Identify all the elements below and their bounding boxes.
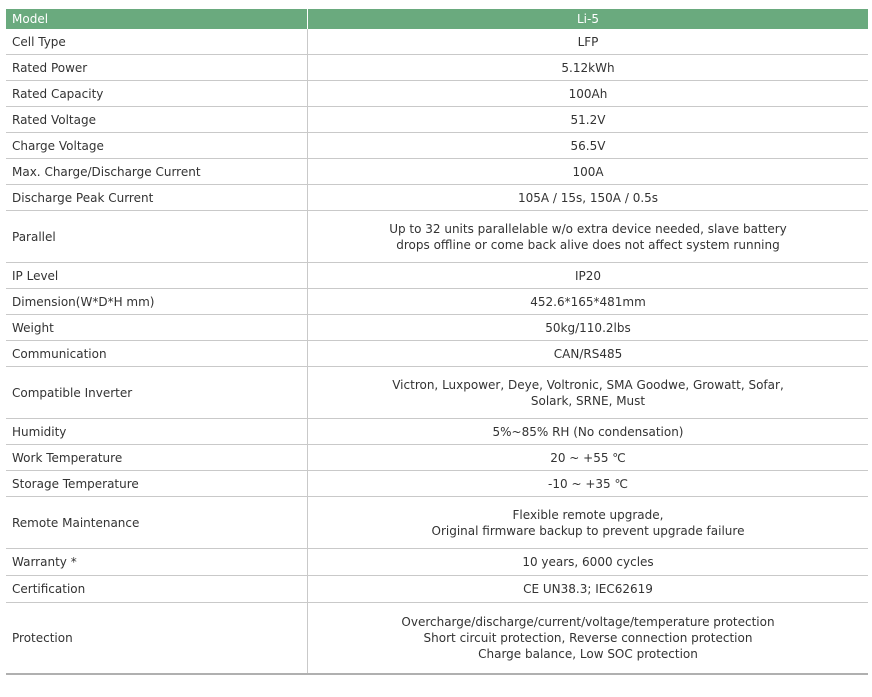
row-label: Charge Voltage (6, 133, 308, 158)
table-row (6, 55, 868, 81)
row-value (308, 445, 868, 470)
table-row (6, 341, 868, 367)
table-row (6, 549, 868, 576)
value-line: 51.2V (570, 112, 606, 127)
table-row (6, 497, 868, 549)
row-value (308, 367, 868, 418)
header-value: Li-5 (577, 12, 599, 26)
row-value (308, 159, 868, 184)
row-value (308, 315, 868, 340)
spec-table (6, 9, 868, 675)
value-line: drops offline or come back alive does not affect system running (396, 237, 780, 252)
row-label: Humidity (6, 419, 308, 444)
value-line: Original firmware backup to prevent upgrade failure (431, 523, 745, 538)
row-label: Certification (6, 576, 308, 602)
value-line: 56.5V (570, 138, 606, 153)
row-value (308, 211, 868, 262)
row-value (308, 497, 868, 548)
row-value (308, 603, 868, 673)
row-value (308, 263, 868, 288)
row-label: Discharge Peak Current (6, 185, 308, 210)
table-row (6, 263, 868, 289)
table-header-row (6, 9, 868, 29)
value-line: LFP (577, 34, 599, 49)
value-line: 20 ~ +55 ℃ (550, 450, 626, 465)
value-line: Flexible remote upgrade, (512, 507, 664, 522)
row-value (308, 289, 868, 314)
row-label: Work Temperature (6, 445, 308, 470)
table-row (6, 471, 868, 497)
row-value (308, 107, 868, 132)
value-line: Overcharge/discharge/current/voltage/temperature protection (401, 615, 775, 629)
table-row (6, 133, 868, 159)
value-line: 5%~85% RH (No condensation) (492, 424, 684, 439)
row-label: Max. Charge/Discharge Current (6, 159, 308, 184)
value-line: 100Ah (568, 86, 608, 101)
row-label: Cell Type (6, 29, 308, 54)
row-value (308, 81, 868, 106)
table-row (6, 367, 868, 419)
value-line: Victron, Luxpower, Deye, Voltronic, SMA Goodwe, Growatt, Sofar, (392, 377, 784, 392)
row-label: Weight (6, 315, 308, 340)
header-label: Model (6, 9, 308, 29)
value-line: 105A / 15s, 150A / 0.5s (517, 190, 659, 205)
table-row (6, 289, 868, 315)
row-value (308, 471, 868, 496)
row-value (308, 185, 868, 210)
value-line: 452.6*165*481mm (530, 294, 646, 309)
row-value (308, 55, 868, 80)
table-row (6, 419, 868, 445)
row-label: Compatible Inverter (6, 367, 308, 418)
value-line: 5.12kWh (561, 60, 615, 75)
row-label: Parallel (6, 211, 308, 262)
value-line: -10 ~ +35 ℃ (548, 476, 628, 491)
row-value (308, 549, 868, 575)
value-line: CAN/RS485 (553, 346, 623, 361)
value-line: 100A (572, 164, 604, 179)
row-value (308, 341, 868, 366)
row-label: Remote Maintenance (6, 497, 308, 548)
table-row (6, 211, 868, 263)
row-label: Storage Temperature (6, 471, 308, 496)
table-row (6, 603, 868, 675)
row-label: Warranty * (6, 549, 308, 575)
table-row (6, 315, 868, 341)
row-value (308, 133, 868, 158)
row-label: Communication (6, 341, 308, 366)
row-value (308, 576, 868, 602)
row-label: Dimension(W*D*H mm) (6, 289, 308, 314)
value-line: 10 years, 6000 cycles (522, 555, 654, 569)
table-row (6, 185, 868, 211)
table-row (6, 81, 868, 107)
table-row (6, 29, 868, 55)
row-value (308, 29, 868, 54)
row-label: Rated Power (6, 55, 308, 80)
value-line: Charge balance, Low SOC protection (478, 647, 698, 661)
table-row (6, 107, 868, 133)
value-line: Up to 32 units parallelable w/o extra device needed, slave battery (389, 221, 787, 236)
table-row (6, 576, 868, 603)
table-row (6, 445, 868, 471)
table-row (6, 159, 868, 185)
row-value (308, 419, 868, 444)
value-line: Short circuit protection, Reverse connection protection (423, 631, 753, 645)
row-label: IP Level (6, 263, 308, 288)
value-line: CE UN38.3; IEC62619 (523, 582, 653, 596)
value-line: Solark, SRNE, Must (530, 393, 646, 408)
row-label: Rated Voltage (6, 107, 308, 132)
value-line: 50kg/110.2lbs (545, 320, 631, 335)
row-label: Protection (6, 603, 308, 673)
row-label: Rated Capacity (6, 81, 308, 106)
value-line: IP20 (574, 268, 602, 283)
